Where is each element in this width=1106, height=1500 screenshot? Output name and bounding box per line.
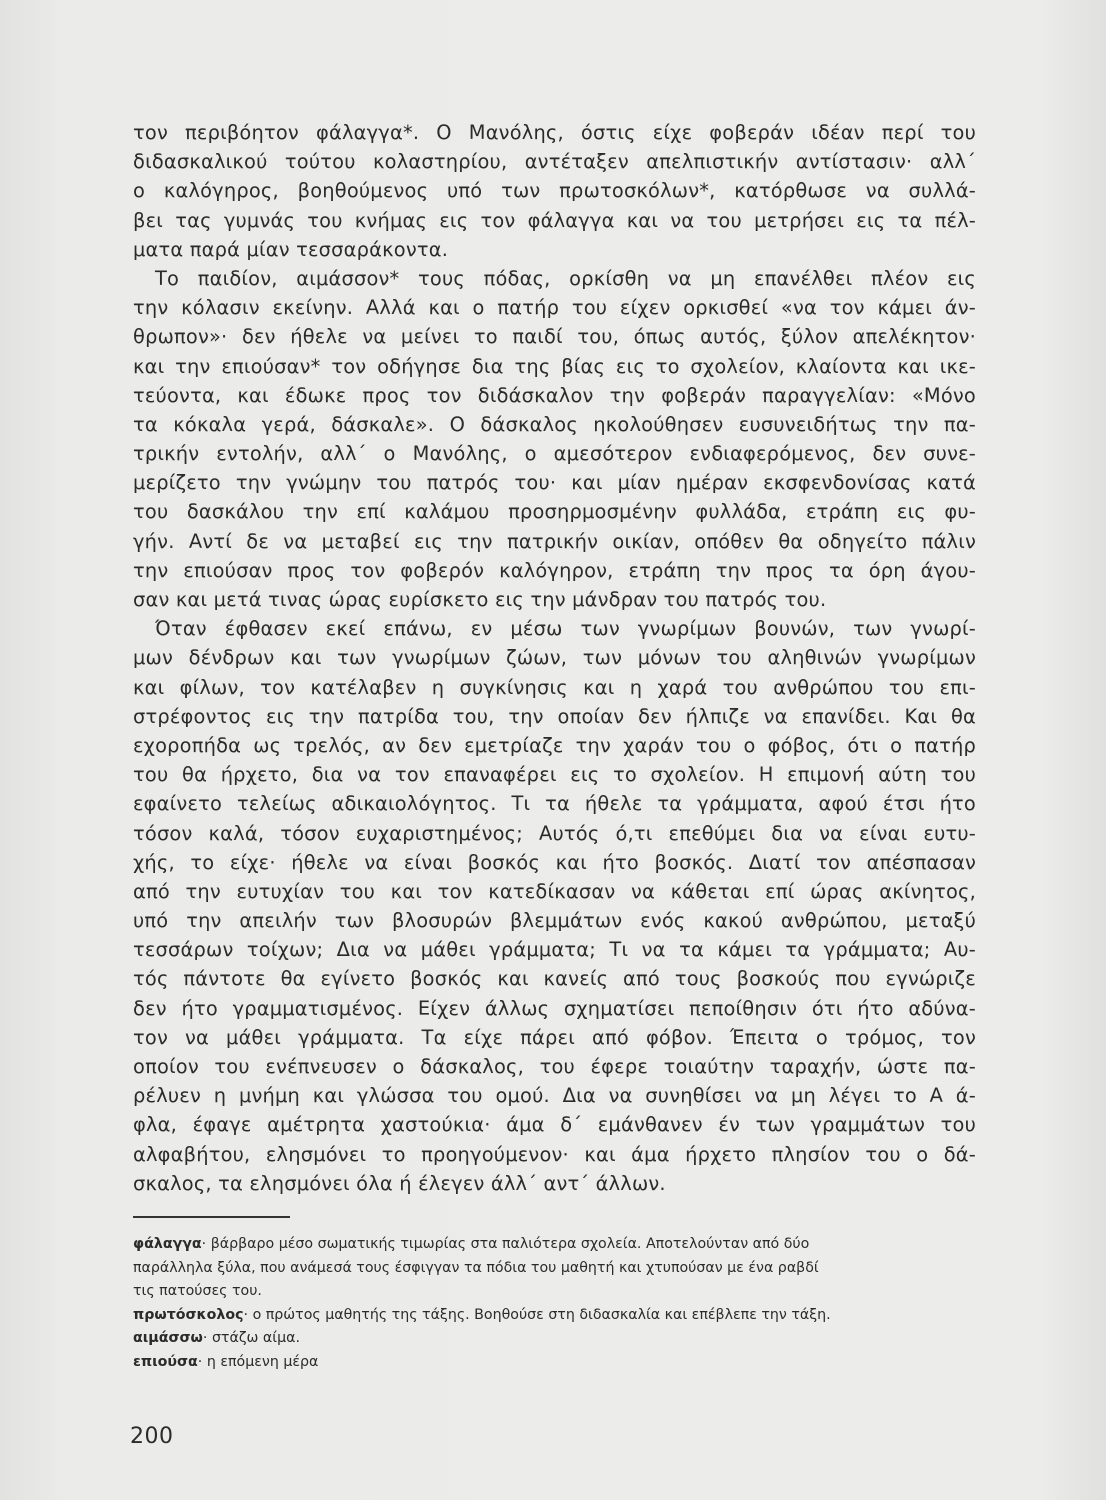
text-line: την κόλασιν εκείνην. Αλλά και ο πατήρ του είχεν ορκισθεί «να τον κάμει άν- [133, 296, 976, 320]
text-line: τον να μάθει γράμματα. Τα είχε πάρει από φόβον. Έπειτα ο τρόμος, τον [133, 1025, 976, 1049]
page-number: 200 [130, 1424, 174, 1449]
footnote-term: πρωτόσκολος [133, 1306, 244, 1323]
footnote-definition: η επόμενη μέρα [206, 1353, 319, 1370]
text-line: τρικήν εντολήν, αλλ΄ ο Μανόλης, ο αμεσότερον ενδιαφερόμενος, δεν συνε- [133, 442, 976, 466]
text-line: του θα ήρχετο, δια να τον επαναφέρει εις το σχολείον. Η επιμονή αύτη του [133, 763, 976, 787]
text-line: Το παιδίον, αιμάσσον* τους πόδας, ορκίσθη να μη επανέλθει πλέον εις [155, 266, 976, 290]
text-line: χής, το είχε· ήθελε να είναι βοσκός και ήτο βοσκός. Διατί τον απέσπασαν [133, 850, 976, 874]
text-line: εχοροπήδα ως τρελός, αν δεν εμετρίαζε την χαράν του ο φόβος, ότι ο πατήρ [133, 733, 976, 757]
text-line: τόσον καλά, τόσον ευχαριστημένος; Αυτός ό,τι επεθύμει δια να είναι ευτυ- [133, 821, 976, 845]
text-line: θρωπον»· δεν ήθελε να μείνει το παιδί του, όπως αυτός, ξύλον απελέκητον· [133, 325, 976, 349]
text-line: γήν. Αντί δε να μεταβεί εις την πατρικήν οικίαν, οπόθεν θα οδηγείτο πάλιν [133, 529, 976, 553]
text-line: δεν ήτο γραμματισμένος. Είχεν άλλως σχηματίσει πεποίθησιν ότι ήτο αδύνα- [133, 996, 976, 1020]
footnote-separator-mark: · [201, 1236, 211, 1252]
main-text [133, 118, 976, 1198]
footnote-line [133, 1351, 976, 1375]
text-line: ρέλυεν η μνήμη και γλώσσα του ομού. Δια να συνηθίσει να μη λέγει το Α ά- [133, 1084, 976, 1108]
text-line: τεσσάρων τοίχων; Δια να μάθει γράμματα; Τι να τα κάμει τα γράμματα; Αυ- [133, 938, 976, 962]
footnote-line [133, 1304, 976, 1328]
footnote-line [133, 1257, 976, 1281]
text-line: σκαλος, τα ελησμόνει όλα ή έλεγεν άλλ΄ αντ΄ άλλων. [133, 1171, 666, 1195]
text-line: τον περιβόητον φάλαγγα*. Ο Μανόλης, όστις είχε φοβεράν ιδέαν περί του [133, 121, 976, 144]
footnote-line [133, 1280, 976, 1304]
text-line: τεύοντα, και έδωκε προς τον διδάσκαλον την φοβεράν παραγγελίαν: «Μόνο [133, 383, 976, 407]
text-line: διδασκαλικού τούτου κολαστηρίου, αντέταξεν απελπιστικήν αντίστασιν· αλλ΄ [133, 150, 976, 174]
text-line: ο καλόγηρος, βοηθούμενος υπό των πρωτοσκόλων*, κατόρθωσε να συλλά- [133, 179, 976, 203]
footnote-definition: στάζω αίμα. [211, 1330, 300, 1347]
text-line: Όταν έφθασεν εκεί επάνω, εν μέσω των γνωρίμων βουνών, των γνωρί- [155, 617, 976, 641]
text-line: εφαίνετο τελείως αδικαιολόγητος. Τι τα ήθελε τα γράμματα, αφού έτσι ήτο [133, 792, 976, 816]
text-line: τός πάντοτε θα εγίνετο βοσκός και κανείς από τους βοσκούς που εγνώριζε [133, 967, 976, 991]
footnote-separator-mark: · [197, 1353, 207, 1370]
text-line: και την επιούσαν* τον οδήγησε δια της βίας εις το σχολείον, κλαίοντα και ικε- [133, 354, 976, 378]
text-line: μων δένδρων και των γνωρίμων ζώων, των μόνων του αληθινών γνωρίμων [133, 646, 976, 670]
text-line: και φίλων, τον κατέλαβεν η συγκίνησις και η χαρά του ανθρώπου του επι- [133, 675, 976, 699]
text-line: ματα παρά μίαν τεσσαράκοντα. [133, 237, 449, 261]
text-line: την επιούσαν προς τον φοβερόν καλόγηρον, ετράπη την προς τα όρη άγου- [133, 558, 976, 582]
text-line: μερίζετο την γνώμην του πατρός του· και μίαν ημέραν εκσφενδονίσας κατά [133, 471, 976, 495]
footnote-definition: βάρβαρο μέσο σωματικής τιμωρίας στα παλιότερα σχολεία. Αποτελούνταν από δύο [210, 1236, 810, 1252]
text-line: από την ευτυχίαν του και τον κατεδίκασαν να κάθεται επί ώρας ακίνητος, [133, 879, 976, 903]
text-line: υπό την απειλήν των βλοσυρών βλεμμάτων ενός κακού ανθρώπου, μεταξύ [133, 909, 976, 933]
text-line: φλα, έφαγε αμέτρητα χαστούκια· άμα δ΄ εμάνθανεν έν των γραμμάτων του [133, 1113, 976, 1137]
text-line: οποίον του ενέπνευσεν ο δάσκαλος, του έφερε τοιαύτην ταραχήν, ώστε πα- [133, 1055, 976, 1078]
text-line: σαν και μετά τινας ώρας ευρίσκετο εις την μάνδραν του πατρός του. [133, 588, 827, 611]
footnote-definition: παράλληλα ξύλα, που ανάμεσά τους έσφιγγαν τα πόδια του μαθητή και χτυπούσαν με ένα ραβδί [133, 1259, 819, 1276]
footnote-line [133, 1327, 976, 1351]
text-line: στρέφοντος εις την πατρίδα του, την οποίαν δεν ήλπιζε να επανίδει. Και θα [133, 704, 976, 728]
footnote-separator-mark: · [243, 1306, 253, 1323]
text-line: αλφαβήτου, ελησμόνει το προηγούμενον· και άμα ήρχετο πλησίον του ο δά- [133, 1142, 976, 1166]
footnote-separator [133, 1216, 290, 1218]
footnote-definition: ο πρώτος μαθητής της τάξης. Βοηθούσε στη διδασκαλία και επέβλεπε την τάξη. [252, 1306, 831, 1323]
footnote-line [133, 1233, 976, 1257]
footnote-term: επιούσα [133, 1353, 198, 1370]
footnote-definition: τις πατούσες του. [133, 1283, 262, 1300]
footnote-term: φάλαγγα [133, 1236, 202, 1252]
footnote-term: αιμάσσω [133, 1330, 203, 1347]
text-line: βει τας γυμνάς του κνήμας εις τον φάλαγγα και να του μετρήσει εις τα πέλ- [133, 208, 976, 232]
text-line: του δασκάλου την επί καλάμου προσηρμοσμένην φυλλάδα, ετράπη εις φυ- [133, 500, 976, 524]
text-line: τα κόκαλα γερά, δάσκαλε». Ο δάσκαλος ηκολούθησεν ευσυνειδήτως την πα- [133, 412, 976, 436]
footnote-separator-mark: · [202, 1330, 212, 1347]
footnotes [133, 1233, 976, 1375]
